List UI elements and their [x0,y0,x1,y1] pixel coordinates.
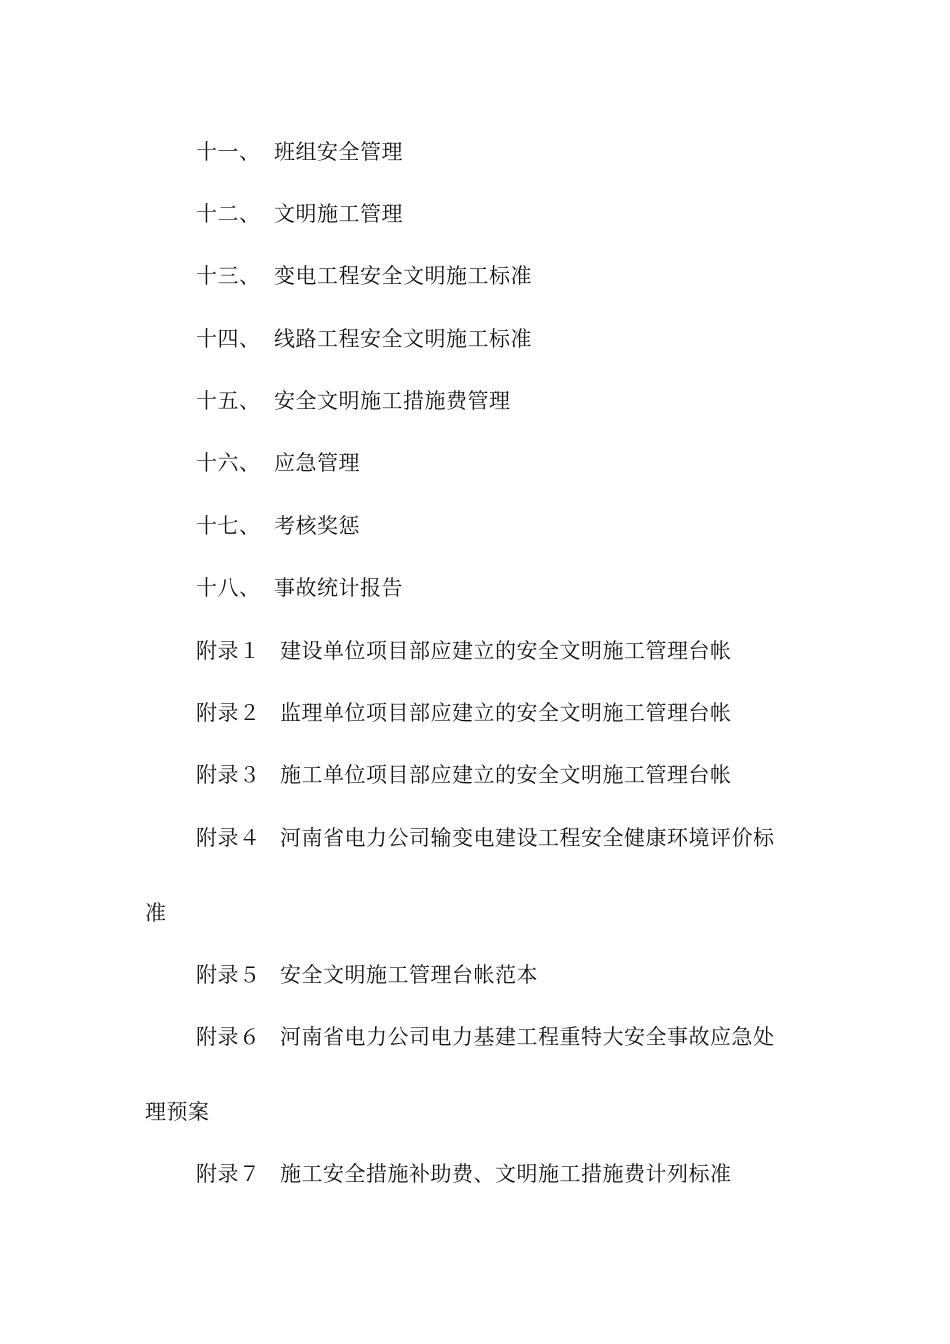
section-title: 变电工程安全文明施工标准 [274,264,532,288]
appendix-number: 附录２ [196,701,261,725]
toc-appendix-4-continuation [145,899,167,927]
section-title: 应急管理 [274,451,360,475]
toc-appendix-5 [196,961,538,989]
toc-section-12 [196,200,403,228]
toc-appendix-1 [196,637,732,665]
appendix-title: 施工单位项目部应建立的安全文明施工管理台帐 [280,763,732,787]
section-title: 安全文明施工措施费管理 [274,389,511,413]
section-number: 十二、 [196,202,261,226]
section-title: 事故统计报告 [274,576,403,600]
toc-section-14 [196,325,532,353]
section-number: 十四、 [196,327,261,351]
appendix-title: 河南省电力公司输变电建设工程安全健康环境评价标 [280,826,775,850]
toc-appendix-2 [196,699,732,727]
appendix-number: 附录６ [196,1025,261,1049]
section-title: 考核奖惩 [274,514,360,538]
appendix-title-continuation: 准 [145,901,167,925]
section-number: 十七、 [196,514,261,538]
appendix-number: 附录１ [196,639,261,663]
toc-section-15 [196,387,511,415]
appendix-number: 附录７ [196,1162,261,1186]
appendix-title-continuation: 理预案 [145,1100,210,1124]
section-title: 班组安全管理 [274,140,403,164]
toc-section-11 [196,138,403,166]
toc-appendix-3 [196,761,732,789]
section-number: 十六、 [196,451,261,475]
section-number: 十三、 [196,264,261,288]
toc-section-16 [196,449,360,477]
section-number: 十八、 [196,576,261,600]
appendix-title: 安全文明施工管理台帐范本 [280,963,538,987]
toc-appendix-4 [196,824,775,852]
appendix-number: 附录４ [196,826,261,850]
appendix-title: 建设单位项目部应建立的安全文明施工管理台帐 [280,639,732,663]
appendix-number: 附录３ [196,763,261,787]
toc-section-17 [196,512,360,540]
section-title: 文明施工管理 [274,202,403,226]
section-number: 十一、 [196,140,261,164]
appendix-title: 施工安全措施补助费、文明施工措施费计列标准 [280,1162,732,1186]
appendix-number: 附录５ [196,963,261,987]
section-title: 线路工程安全文明施工标准 [274,327,532,351]
toc-appendix-6 [196,1023,775,1051]
toc-section-18 [196,574,403,602]
toc-appendix-6-continuation [145,1098,210,1126]
toc-section-13 [196,262,532,290]
appendix-title: 河南省电力公司电力基建工程重特大安全事故应急处 [280,1025,775,1049]
appendix-title: 监理单位项目部应建立的安全文明施工管理台帐 [280,701,732,725]
toc-appendix-7 [196,1160,732,1188]
section-number: 十五、 [196,389,261,413]
